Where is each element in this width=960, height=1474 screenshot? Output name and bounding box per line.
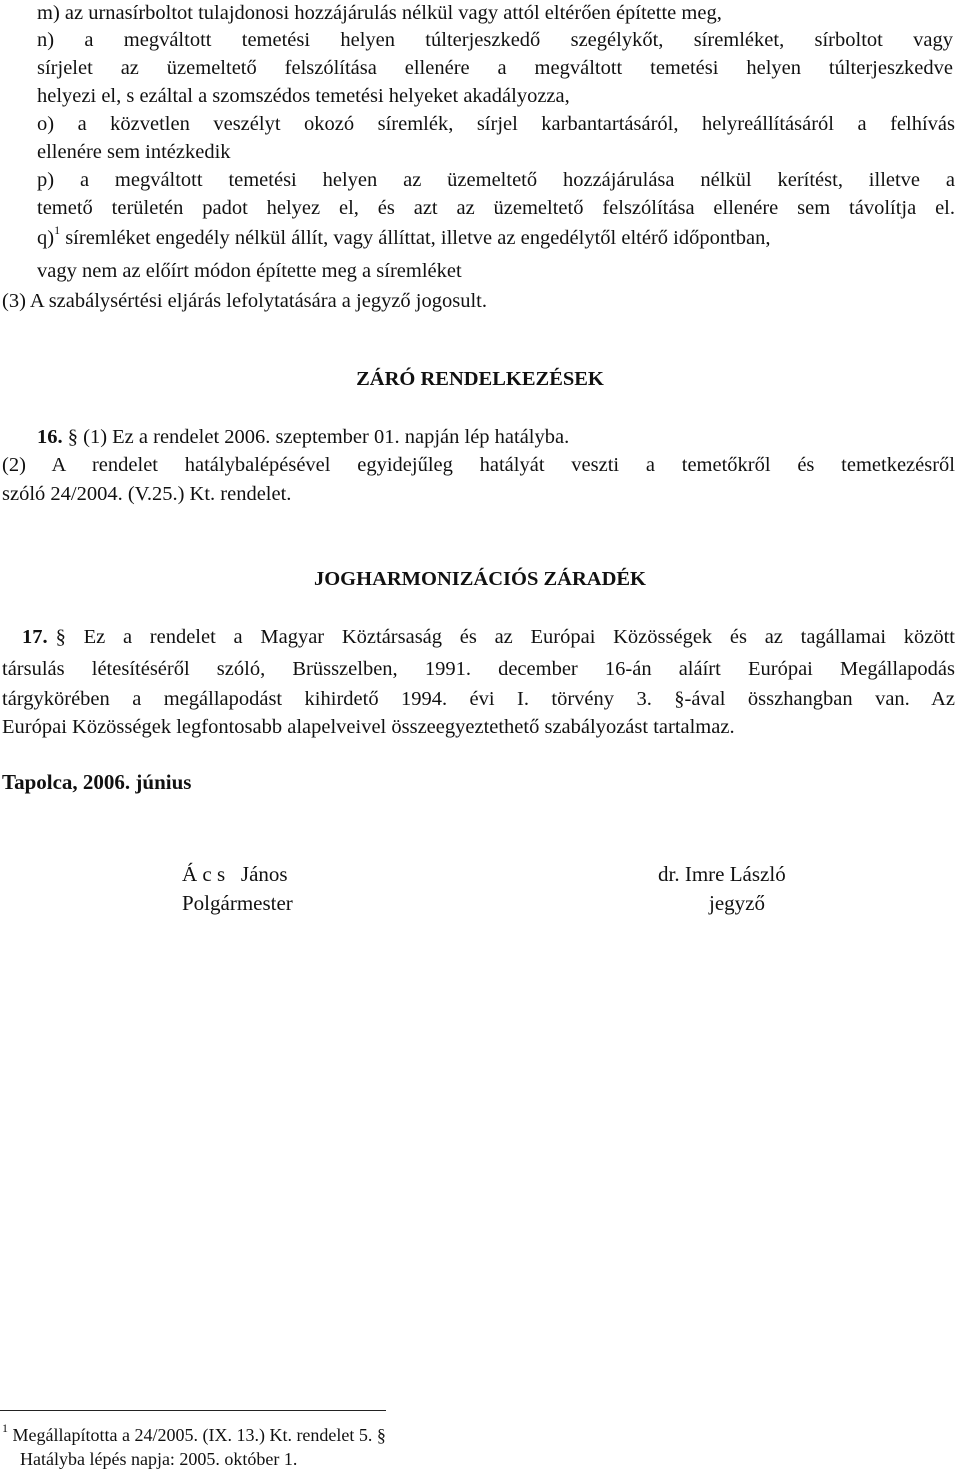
point-p-line-1: p) a megváltott temetési helyen az üzemeltető hozzájárulása nélkül kerítést, illetve a bbox=[37, 169, 955, 191]
footnote-ref: 1 bbox=[54, 223, 61, 238]
point-n-line-3: helyezi el, s ezáltal a szomszédos temetési helyeket akadályozza, bbox=[37, 85, 570, 107]
section-17-line-2: társulás létesítéséről szóló, Brüsszelben, 1991. december 16-án aláírt Európai Megállapodás bbox=[2, 658, 955, 680]
signature-right-name: dr. Imre László bbox=[658, 862, 786, 886]
footnote-text-1: Megállapította a 24/2005. (IX. 13.) Kt. rendelet 5. § bbox=[8, 1425, 386, 1445]
section-16-line-1 bbox=[37, 424, 569, 450]
signature-left-name: Á c s János bbox=[182, 862, 288, 886]
section-16-paragraph-2-line-2: szóló 24/2004. (V.25.) Kt. rendelet. bbox=[2, 483, 292, 505]
place-and-date: Tapolca, 2006. június bbox=[2, 770, 192, 794]
section-17-text-line-1: § Ez a rendelet a Magyar Köztársaság és az Európai Közösségek és az tagállamai között bbox=[55, 626, 955, 648]
point-n-line-2: sírjelet az üzemeltető felszólítása ellenére a megváltott temetési helyen túlterjeszkedve bbox=[37, 57, 953, 79]
section-16-paragraph-2-line-1: (2) A rendelet hatálybalépésével egyidejűleg hatályát veszti a temetőkről és temetkezésről bbox=[2, 454, 955, 476]
harmonization-clause-heading: JOGHARMONIZÁCIÓS ZÁRADÉK bbox=[313, 568, 646, 590]
point-q-label: q) bbox=[37, 227, 55, 249]
point-o-line-2: ellenére sem intézkedik bbox=[37, 141, 231, 163]
footnote-line-1 bbox=[2, 1423, 386, 1447]
footnote-marker: 1 bbox=[2, 1421, 8, 1435]
point-q-line-1 bbox=[37, 225, 771, 251]
point-m: m) az urnasírboltot tulajdonosi hozzájárulás nélkül vagy attól eltérően építette meg, bbox=[37, 2, 722, 24]
point-n-line-1: n) a megváltott temetési helyen túlterjeszkedő szegélykőt, síremléket, sírboltot vagy bbox=[37, 29, 953, 51]
point-q-text: síremléket engedély nélkül állít, vagy állíttat, illetve az engedélytől eltérő időpontban, bbox=[60, 227, 771, 249]
signature-left-title: Polgármester bbox=[182, 891, 293, 915]
paragraph-3: (3) A szabálysértési eljárás lefolytatására a jegyző jogosult. bbox=[2, 290, 487, 312]
point-o-line-1: o) a közvetlen veszélyt okozó síremlék, sírjel karbantartásáról, helyreállításáról a felhívás bbox=[37, 113, 955, 135]
signature-right-title: jegyző bbox=[709, 891, 765, 915]
section-17-line-3: tárgykörében a megállapodást kihirdető 1994. évi I. törvény 3. §-ával összhangban van. Az bbox=[2, 688, 955, 710]
section-17-line-4: Európai Közösségek legfontosabb alapelveivel összeegyeztethető szabályozást tartalmaz. bbox=[2, 716, 735, 738]
point-q-line-2: vagy nem az előírt módon építette meg a síremléket bbox=[37, 260, 462, 282]
footnote-divider bbox=[0, 1410, 386, 1411]
section-16-text: § (1) Ez a rendelet 2006. szeptember 01. napján lép hatályba. bbox=[67, 426, 570, 448]
footnote-line-2: Hatályba lépés napja: 2005. október 1. bbox=[20, 1449, 298, 1469]
section-16-number: 16. bbox=[37, 426, 63, 448]
section-17-line-1 bbox=[22, 624, 955, 650]
closing-provisions-heading: ZÁRÓ RENDELKEZÉSEK bbox=[356, 368, 604, 390]
section-17-number: 17. bbox=[22, 626, 48, 648]
point-p-line-2: temető területén padot helyez el, és azt az üzemeltető felszólítása ellenére sem távolítja el. bbox=[37, 197, 955, 219]
